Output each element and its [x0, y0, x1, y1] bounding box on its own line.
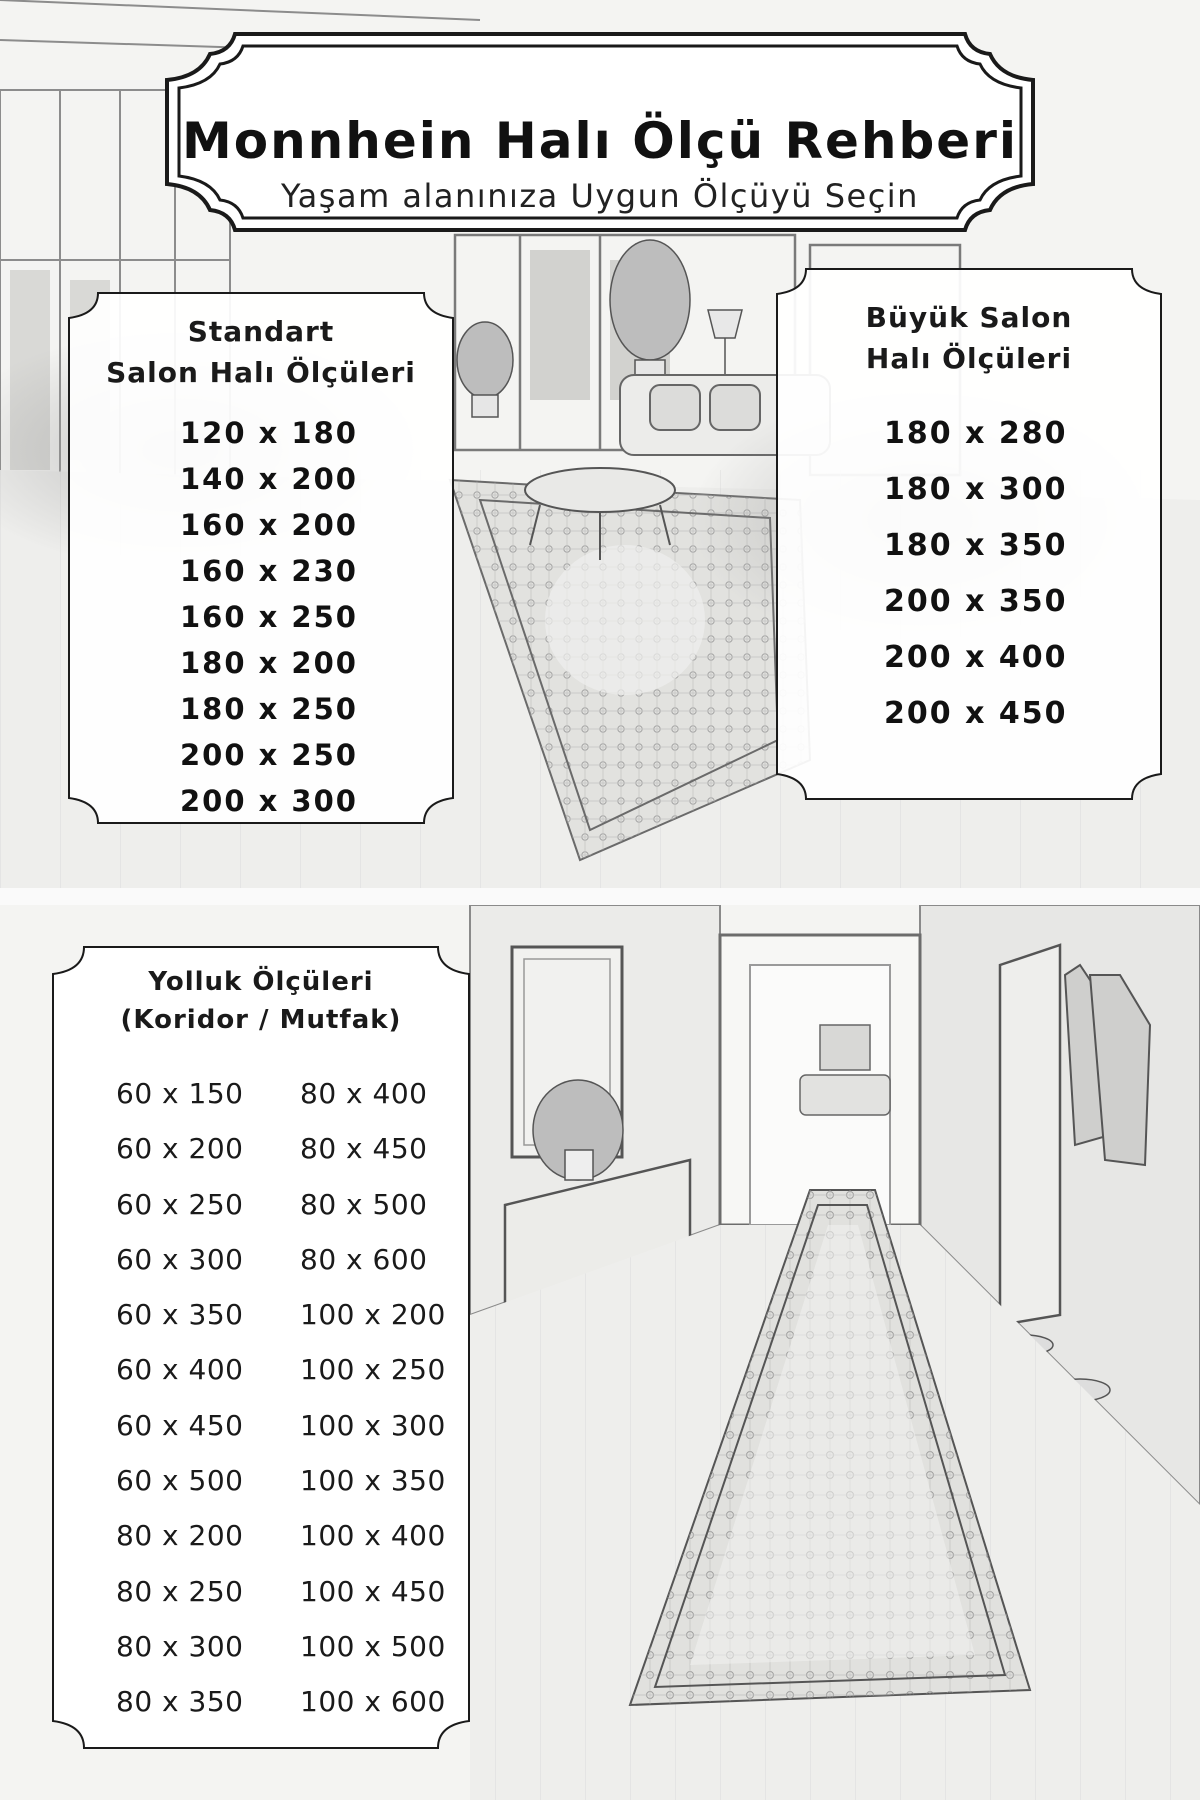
- standart-salon-panel: [68, 292, 454, 824]
- standart-heading: [68, 312, 454, 393]
- page-subtitle: Yaşam alanınıza Uygun Ölçüyü Seçin: [281, 177, 919, 215]
- standart-size-list: [180, 410, 358, 824]
- size-item: 60 x 150: [116, 1077, 244, 1110]
- size-item: 60 x 500: [116, 1464, 244, 1498]
- size-item: 200 x 350: [884, 584, 1068, 619]
- size-item: 80 x 300: [116, 1629, 244, 1663]
- size-item: 200 x 400: [884, 640, 1068, 675]
- size-item: 200 x 450: [884, 696, 1068, 731]
- size-item: 200 x 300: [180, 784, 358, 818]
- size-item: 60 x 350: [116, 1298, 244, 1332]
- yolluk-heading-line1: Yolluk Ölçüleri: [148, 967, 374, 997]
- size-item: 200 x 250: [180, 738, 358, 772]
- size-item: 100 x 400: [300, 1519, 446, 1553]
- size-item: 80 x 500: [300, 1187, 428, 1221]
- size-item: 80 x 250: [116, 1574, 244, 1608]
- size-item: 120 x 180: [180, 416, 358, 450]
- buyuk-salon-panel: [776, 268, 1162, 800]
- size-item: 100 x 450: [300, 1574, 446, 1608]
- size-item: 160 x 200: [180, 508, 358, 542]
- buyuk-size-list: [884, 406, 1067, 742]
- size-item: 100 x 350: [300, 1464, 446, 1498]
- size-item: 180 x 250: [180, 692, 358, 726]
- size-item: 60 x 250: [116, 1187, 244, 1221]
- page-title: Monnhein Halı Ölçü Rehberi: [181, 112, 1018, 170]
- size-item: 80 x 400: [300, 1077, 428, 1110]
- buyuk-heading-line2: Halı Ölçüleri: [865, 341, 1073, 375]
- size-item: 80 x 600: [300, 1242, 428, 1276]
- size-item: 180 x 300: [884, 472, 1068, 507]
- yolluk-left-column: [116, 1066, 243, 1730]
- yolluk-panel: [52, 946, 470, 1749]
- size-item: 160 x 230: [180, 554, 358, 588]
- standart-heading-line1: Standart: [187, 315, 335, 348]
- size-item: 60 x 300: [116, 1242, 244, 1276]
- size-item: 100 x 300: [300, 1408, 446, 1442]
- yolluk-right-column: [300, 1066, 446, 1730]
- title-plaque: [165, 32, 1035, 232]
- yolluk-heading: [52, 964, 470, 1039]
- size-item: 180 x 350: [884, 528, 1068, 563]
- size-item: 180 x 200: [180, 646, 358, 680]
- size-item: 60 x 200: [116, 1132, 244, 1166]
- size-item: 100 x 250: [300, 1353, 446, 1387]
- buyuk-heading-line1: Büyük Salon: [865, 301, 1073, 334]
- size-item: 100 x 500: [300, 1629, 446, 1663]
- standart-heading-line2: Salon Halı Ölçüleri: [106, 355, 416, 389]
- section-divider: [0, 888, 1200, 906]
- size-item: 80 x 450: [300, 1132, 428, 1166]
- size-item: 180 x 280: [884, 416, 1068, 451]
- yolluk-heading-line2: (Koridor / Mutfak): [120, 1004, 402, 1035]
- size-item: 100 x 600: [300, 1685, 446, 1719]
- buyuk-heading: [776, 298, 1162, 379]
- size-item: 80 x 350: [116, 1685, 244, 1719]
- size-item: 100 x 200: [300, 1298, 446, 1332]
- size-item: 80 x 200: [116, 1519, 244, 1553]
- size-item: 60 x 400: [116, 1353, 244, 1387]
- size-item: 160 x 250: [180, 600, 358, 634]
- size-item: 60 x 450: [116, 1408, 244, 1442]
- size-item: 140 x 200: [180, 462, 358, 496]
